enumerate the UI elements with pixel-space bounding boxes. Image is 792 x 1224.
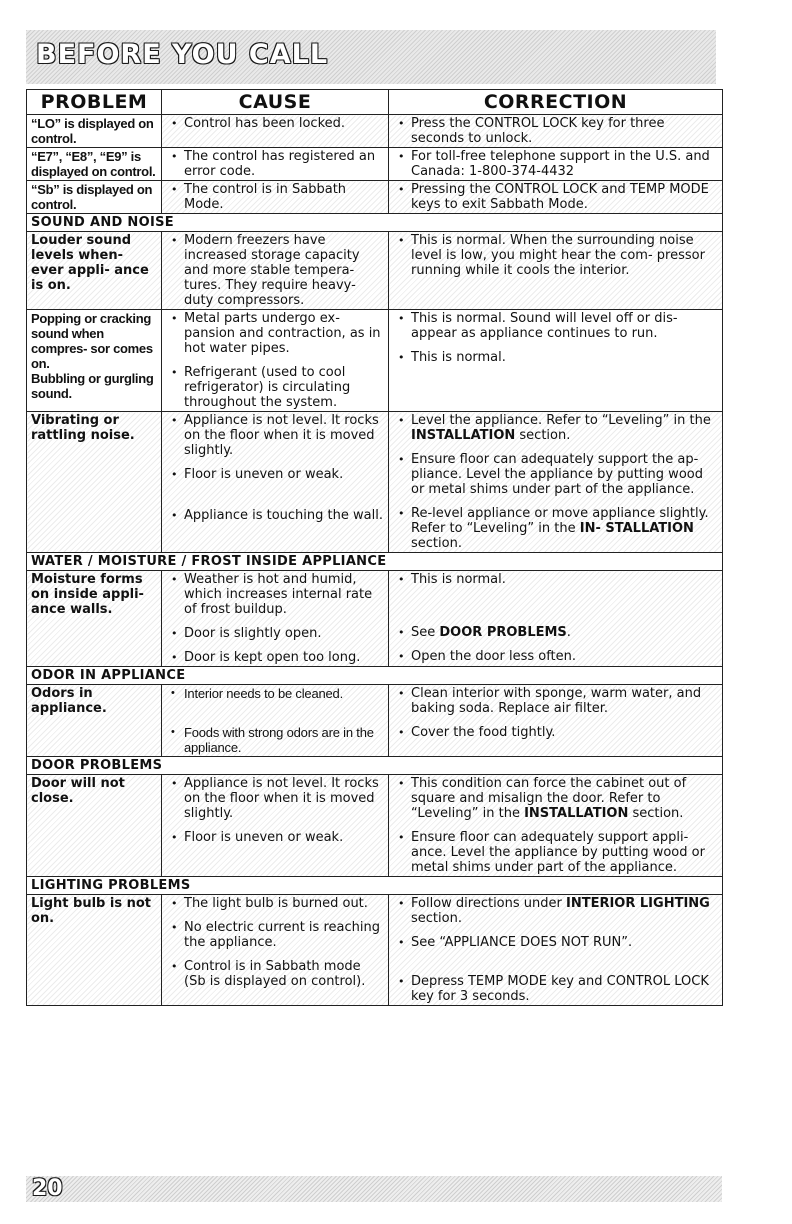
correction-item: • For toll-free telephone support in the U.S. and Canada: 1-800-374-4432: [393, 149, 718, 179]
table-row: [27, 232, 723, 310]
correction-item: • Ensure floor can adequately support the ap- pliance. Level the appliance by putting wood or metal shims under part of the appliance.: [393, 452, 718, 497]
cause-cell: [162, 181, 389, 214]
problem-cell: “Sb” is displayed on control.: [27, 181, 162, 214]
section-row: [27, 667, 723, 685]
problem-cell: “LO” is displayed on control.: [27, 115, 162, 148]
table-row: [27, 895, 723, 1006]
table-row: [27, 775, 723, 877]
cause-item: • Weather is hot and humid, which increases internal rate of frost buildup.: [166, 572, 384, 617]
table-row: [27, 310, 723, 412]
problem-cell: Odors in appliance.: [27, 685, 162, 757]
cause-item: • Refrigerant (used to cool refrigerator) is circulating throughout the system.: [166, 365, 384, 410]
cause-item: • Foods with strong odors are in the appliance.: [166, 725, 384, 755]
correction-cell: [389, 685, 723, 757]
correction-item: • This is normal.: [393, 350, 718, 365]
page-footer: [26, 1176, 722, 1202]
problem-cell: Light bulb is not on.: [27, 895, 162, 1006]
section-heading-door: DOOR PROBLEMS: [27, 757, 723, 775]
section-heading-water: WATER / MOISTURE / FROST INSIDE APPLIANCE: [27, 553, 723, 571]
correction-item: • See DOOR PROBLEMS.: [393, 625, 718, 640]
problem-column-header: PROBLEM: [27, 90, 162, 115]
cause-cell: [162, 895, 389, 1006]
table-row: [27, 685, 723, 757]
cause-item: • No electric current is reaching the appliance.: [166, 920, 384, 950]
correction-item: • This condition can force the cabinet out of square and misalign the door. Refer to “Leveling” in the INSTALLATION section.: [393, 776, 718, 821]
table-row: [27, 148, 723, 181]
table-row: [27, 412, 723, 553]
correction-item: • Clean interior with sponge, warm water, and baking soda. Replace air filter.: [393, 686, 718, 716]
correction-cell: [389, 571, 723, 667]
cause-item: • Control is in Sabbath mode (Sb is displayed on control).: [166, 959, 384, 989]
table-row: [27, 571, 723, 667]
problem-cell: “E7”, “E8”, “E9” is displayed on control.: [27, 148, 162, 181]
correction-cell: [389, 148, 723, 181]
cause-item: • Interior needs to be cleaned.: [166, 686, 384, 701]
cause-item: • The control has registered an error code.: [166, 149, 384, 179]
cause-item: • Floor is uneven or weak.: [166, 830, 384, 845]
cause-column-header: CAUSE: [162, 90, 389, 115]
section-heading-lighting: LIGHTING PROBLEMS: [27, 877, 723, 895]
cause-item: • Door is kept open too long.: [166, 650, 384, 665]
section-heading-sound: SOUND AND NOISE: [27, 214, 723, 232]
cause-cell: [162, 115, 389, 148]
table-row: [27, 115, 723, 148]
correction-item: • Press the CONTROL LOCK key for three seconds to unlock.: [393, 116, 718, 146]
problem-cell: Door will not close.: [27, 775, 162, 877]
problem-cell: Louder sound levels when- ever appli- ance is on.: [27, 232, 162, 310]
correction-item: • Cover the food tightly.: [393, 725, 718, 740]
table-row: [27, 181, 723, 214]
correction-item: • Level the appliance. Refer to “Leveling” in the INSTALLATION section.: [393, 413, 718, 443]
correction-item: • Re-level appliance or move appliance slightly. Refer to “Leveling” in the IN- STALLATION section.: [393, 506, 718, 551]
problem-text: Bubbling or gurgling sound.: [31, 371, 154, 401]
correction-item: • Depress TEMP MODE key and CONTROL LOCK key for 3 seconds.: [393, 974, 718, 1004]
problem-cell: Vibrating or rattling noise.: [27, 412, 162, 553]
cause-item: • Appliance is touching the wall.: [166, 508, 384, 523]
section-row: [27, 553, 723, 571]
correction-cell: [389, 895, 723, 1006]
section-heading-odor: ODOR IN APPLIANCE: [27, 667, 723, 685]
header-row: [27, 90, 723, 115]
cause-cell: [162, 775, 389, 877]
correction-cell: [389, 115, 723, 148]
correction-item: • Open the door less often.: [393, 649, 718, 664]
correction-column-header: CORRECTION: [389, 90, 723, 115]
cause-item: • The light bulb is burned out.: [166, 896, 384, 911]
page-header-banner: [26, 30, 716, 84]
correction-item: • Ensure floor can adequately support appli- ance. Level the appliance by putting wood or metal shims under part of the appliance.: [393, 830, 718, 875]
correction-item: • Follow directions under INTERIOR LIGHTING section.: [393, 896, 718, 926]
correction-cell: [389, 412, 723, 553]
section-row: [27, 877, 723, 895]
cause-item: • Control has been locked.: [166, 116, 384, 131]
correction-item: • This is normal. Sound will level off or dis- appear as appliance continues to run.: [393, 311, 718, 341]
cause-item: • Door is slightly open.: [166, 626, 384, 641]
cause-cell: [162, 571, 389, 667]
correction-cell: [389, 775, 723, 877]
problem-cell: [27, 310, 162, 412]
cause-item: • Appliance is not level. It rocks on the floor when it is moved slightly.: [166, 776, 384, 821]
correction-item: • This is normal. When the surrounding noise level is low, you might hear the com- pressor running while it cools the interior.: [393, 233, 718, 278]
cause-item: • Modern freezers have increased storage capacity and more stable tempera- tures. They require heavy- duty compressors.: [166, 233, 384, 308]
correction-cell: [389, 181, 723, 214]
correction-item: • See “APPLIANCE DOES NOT RUN”.: [393, 935, 718, 950]
problem-cell: Moisture forms on inside appli- ance walls.: [27, 571, 162, 667]
cause-cell: [162, 148, 389, 181]
section-row: [27, 757, 723, 775]
correction-item: • This is normal.: [393, 572, 718, 587]
cause-cell: [162, 412, 389, 553]
cause-cell: [162, 232, 389, 310]
correction-item: • Pressing the CONTROL LOCK and TEMP MODE keys to exit Sabbath Mode.: [393, 182, 718, 212]
problem-text: Popping or cracking sound when compres- sor comes on.: [31, 311, 153, 371]
cause-item: • Appliance is not level. It rocks on the floor when it is moved slightly.: [166, 413, 384, 458]
correction-cell: [389, 232, 723, 310]
cause-item: • The control is in Sabbath Mode.: [166, 182, 384, 212]
cause-cell: [162, 310, 389, 412]
correction-cell: [389, 310, 723, 412]
cause-item: • Floor is uneven or weak.: [166, 467, 384, 482]
cause-cell: [162, 685, 389, 757]
section-row: [27, 214, 723, 232]
page-title: BEFORE YOU CALL: [36, 39, 329, 70]
troubleshooting-table: [26, 89, 723, 1006]
page-number: 20: [32, 1176, 63, 1201]
cause-item: • Metal parts undergo ex- pansion and contraction, as in hot water pipes.: [166, 311, 384, 356]
